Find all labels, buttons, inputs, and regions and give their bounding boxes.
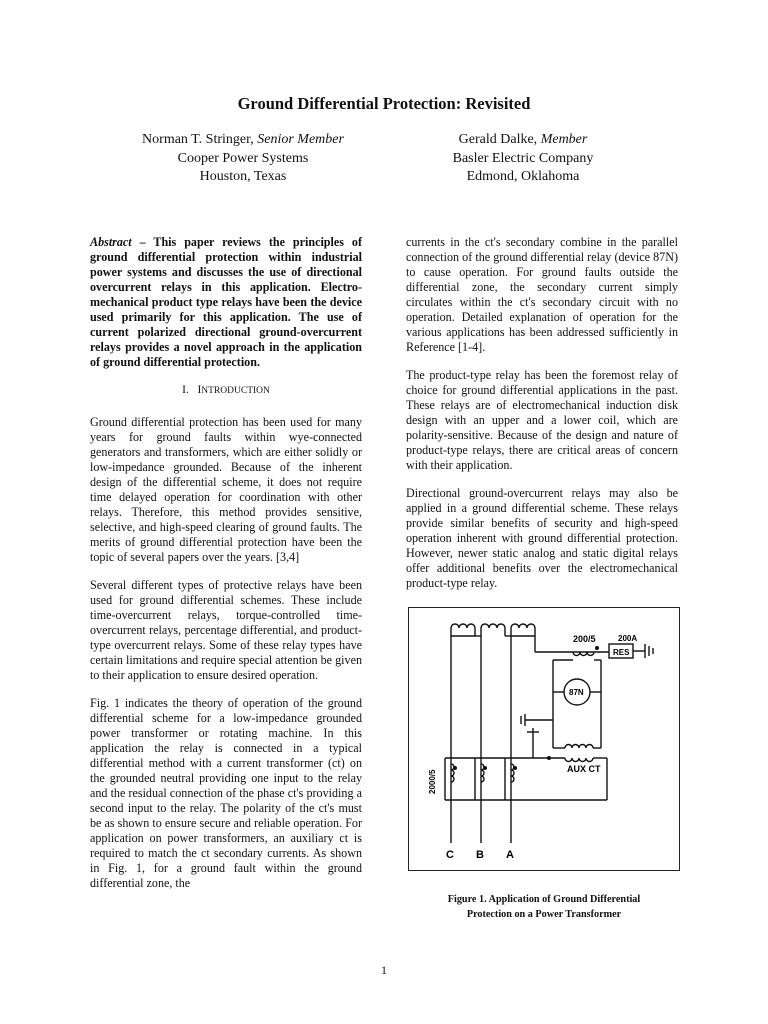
column-right	[406, 235, 678, 604]
author-org: Cooper Power Systems	[177, 150, 309, 166]
aux-ct-top	[565, 745, 593, 749]
label-2000-5: 2000/5	[428, 769, 437, 794]
author-name: Norman T. Stringer,	[142, 132, 258, 147]
paragraph: currents in the ct's secondary combine in the parallel connection of the ground differential relay (device 87N) to cause operation. For ground faults outside the differential zone, the secondary current simply circulates within the ct's secondary circuit with no operation. Detailed explanation of operation for the various applications has been addressed sufficiently in Reference [1-4].	[406, 235, 678, 354]
winding-b	[481, 624, 505, 628]
author-block-right	[398, 131, 648, 187]
figure-1-schematic	[408, 607, 680, 871]
column-left	[90, 235, 362, 904]
author-block-left	[98, 131, 388, 187]
aux-ct-bottom	[565, 758, 593, 762]
label-aux-ct: AUX CT	[567, 764, 601, 774]
abstract-text: – This paper reviews the principles of ground differential protection within industrial power systems and discusses the use of directional overcurrent relays in this application. Electro-mechanical product type relays have been the device used primarily for this application. The use of current polarized directional ground-overcurrent relays provides a novel approach in the application of ground differential protection.	[90, 235, 362, 369]
paragraph: Ground differential protection has been used for many years for ground faults within wye-connected generators and transformers, which are either solidly or low-impedance grounded. Because of the inherent design of the differential scheme, it does not require time delayed operation for coordination with other relays. Therefore, this method provides sensitive, selective, and high-speed clearing of ground faults. The merits of ground differential protection have been the topic of several papers over the years. [3,4]	[90, 415, 362, 564]
abstract	[90, 235, 362, 370]
paragraph: The product-type relay has been the foremost relay of choice for ground differential applications in the past. These relays are of electromechanical induction disk design with an upper and a lower coil, which are polarity-sensitive. Because of the design and nature of product-type relays, there are critical areas of concern with their application.	[406, 368, 678, 472]
ground-differential-diagram	[409, 608, 681, 872]
figure-caption: Figure 1. Application of Ground Differential Protection on a Power Transformer	[447, 894, 641, 920]
label-phase-b: B	[476, 849, 484, 861]
author-org: Basler Electric Company	[452, 150, 594, 166]
paragraph: Several different types of protective relays have been used for ground differential schemes. These include time-overcurrent relays, torque-controlled time-overcurrent relays, percentage differential, and product-type overcurrent relays. Some of these relay types have certain limitations and require special attention be given to their application to ensure desired operation.	[90, 578, 362, 682]
winding-a	[511, 624, 535, 628]
page-number: 1	[381, 963, 387, 977]
abstract-label: Abstract	[90, 235, 132, 249]
label-200a: 200A	[618, 634, 638, 643]
author-name: Gerald Dalke,	[458, 132, 541, 147]
label-res: RES	[613, 648, 630, 657]
author-role: Senior Member	[257, 132, 344, 147]
section-heading-introduction: I. INTRODUCTION	[182, 384, 270, 396]
paragraph: Fig. 1 indicates the theory of operation of the ground differential scheme for a low-impedance grounded power transformer or rotating machine. In this application the relay is connected in a typical differential method with a current transformer (ct) on the grounded neutral providing one input to the relay and the residual connection of the phase ct's providing a second input to the relay. The polarity of the ct's must be as shown to ensure secure and reliable operation. For application on power transformers, an auxiliary ct is required to match the ct secondary currents. As shown in Fig. 1, for a ground fault within the ground differential zone, the	[90, 696, 362, 890]
paper-title: Ground Differential Protection: Revisited	[237, 94, 531, 113]
label-phase-a: A	[506, 849, 514, 861]
author-location: Houston, Texas	[199, 169, 287, 184]
label-87n: 87N	[569, 688, 584, 697]
label-200-5: 200/5	[573, 634, 596, 644]
label-phase-c: C	[446, 849, 454, 861]
author-role: Member	[540, 132, 588, 147]
winding-c	[451, 624, 475, 628]
author-location: Edmond, Oklahoma	[466, 169, 580, 184]
paragraph: Directional ground-overcurrent relays may also be applied in a ground differential scheme. These relays provide similar benefits of security and high-speed operation inherent with ground differential protection. However, newer static analog and static digital relays offer additional benefits over the electromechanical product-type relay.	[406, 486, 678, 590]
